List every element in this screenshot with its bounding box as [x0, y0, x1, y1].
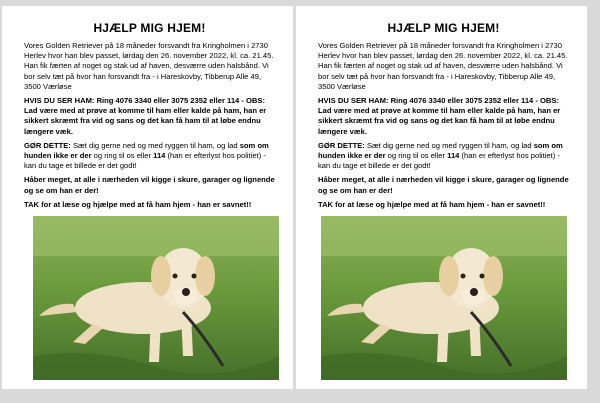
do-this-paragraph [24, 141, 275, 172]
do-this-lead: GØR DETTE: [318, 140, 365, 150]
dog-photo-left [33, 216, 279, 380]
do-this-paragraph [318, 141, 569, 172]
do-this-text-a: Sæt dig gerne ned og med ryggen til ham, og lad [70, 140, 240, 150]
poster-title: HJÆLP MIG HJEM! [93, 21, 206, 35]
poster-title: HJÆLP MIG HJEM! [387, 21, 500, 35]
do-this-text-c: og ring til os eller [385, 151, 448, 161]
if-you-see-him-paragraph: HVIS DU SER HAM: Ring 4076 3340 eller 3075 2352 eller 114 - OBS: Lad være med at prøve at komme til ham eller kalde på ham, han er sikkert skræmt fra vid og sans og det kan få ham til at løbe endnu længere væk. [24, 96, 267, 136]
do-this-lead: GØR DETTE: [24, 140, 71, 150]
do-this-text-e: (han er efterlyst hos politiet) - kan du tage et billede er det godt! [318, 151, 560, 171]
if-you-see-him-paragraph: HVIS DU SER HAM: Ring 4076 3340 eller 3075 2352 eller 114 - OBS: Lad være med at prøve at komme til ham eller kalde på ham, han er sikkert skræmt fra vid og sans og det kan få ham til at løbe endnu længere væk. [318, 96, 561, 136]
do-this-text-b: som om hunden ikke er der [318, 140, 563, 161]
do-this-text-e: (han er efterlyst hos politiet) - kan du tage et billede er det godt! [24, 151, 266, 171]
do-this-text-a: Sæt dig gerne ned og med ryggen til ham, og lad [364, 140, 534, 150]
golden-retriever-image [321, 216, 567, 380]
do-this-text-b: som om hunden ikke er der [24, 140, 269, 161]
thanks-paragraph: TAK for at læse og hjælpe med at få ham hjem - han er savnet!! [24, 199, 252, 209]
hope-paragraph: Håber meget, at alle i nærheden vil kigge i skure, garager og lignende og se om han er der! [318, 175, 569, 195]
intro-paragraph: Vores Golden Retriever på 18 måneder forsvandt fra Kringholmen i 2730 Herlev hvor han blev passet, lørdag den 26. november 2022, kl. ca. 21.45. Han fik færten af noget og stak ud af haven, desværre uden halsbånd. Vi bor selv tæt på hvor han forsvandt fra - i Hareskovby, Tibberup Alle 49, 3500 Værløse [318, 41, 568, 91]
do-this-text-c: og ring til os eller [91, 151, 154, 161]
dog-photo-right [321, 216, 567, 380]
golden-retriever-image [33, 216, 279, 380]
do-this-text-d: 114 [447, 151, 460, 161]
do-this-text-d: 114 [153, 151, 166, 161]
intro-paragraph: Vores Golden Retriever på 18 måneder forsvandt fra Kringholmen i 2730 Herlev hvor han blev passet, lørdag den 26. november 2022, kl. ca. 21.45. Han fik færten af noget og stak ud af haven, desværre uden halsbånd. Vi bor selv tæt på hvor han forsvandt fra - i Hareskovby, Tibberup Alle 49, 3500 Værløse [24, 41, 274, 91]
hope-paragraph: Håber meget, at alle i nærheden vil kigge i skure, garager og lignende og se om han er der! [24, 175, 275, 195]
thanks-paragraph: TAK for at læse og hjælpe med at få ham hjem - han er savnet!! [318, 199, 546, 209]
